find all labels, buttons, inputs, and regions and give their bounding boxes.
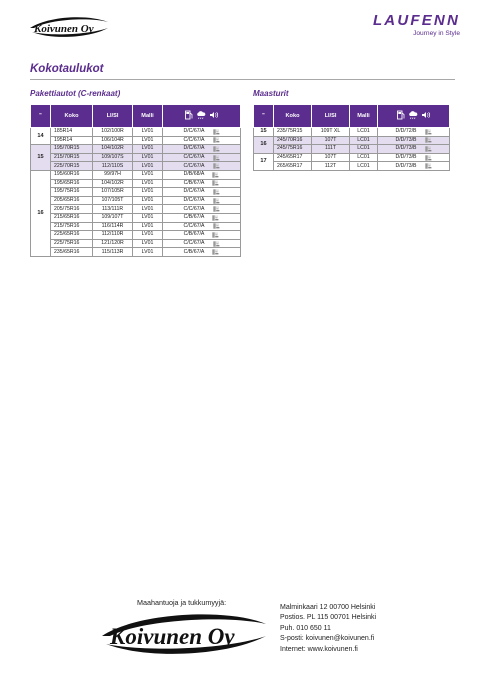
model-cell: LV01 bbox=[133, 222, 163, 231]
eu-label-cell bbox=[163, 231, 241, 240]
size-cell: 195R14 bbox=[51, 136, 93, 145]
load-speed-cell: 107/105T bbox=[93, 196, 133, 205]
load-speed-cell: 107/105R bbox=[93, 188, 133, 197]
eu-label-cell bbox=[163, 213, 241, 222]
laufenn-wordmark: LAUFENN bbox=[372, 12, 460, 29]
model-cell: LV01 bbox=[133, 153, 163, 162]
load-speed-cell: 104/102R bbox=[93, 145, 133, 154]
load-speed-cell: 107T bbox=[312, 136, 350, 145]
load-speed-cell: 109/107T bbox=[93, 213, 133, 222]
size-cell: 235/75R15 bbox=[274, 128, 312, 137]
model-cell: LV01 bbox=[133, 145, 163, 154]
model-cell: LC01 bbox=[350, 145, 378, 154]
size-cell: 225/70R15 bbox=[51, 162, 93, 171]
eu-label-cell bbox=[163, 153, 241, 162]
load-speed-cell: 111T bbox=[312, 145, 350, 154]
section-title-vans: Pakettiautot (C-renkaat) bbox=[30, 89, 121, 98]
table-row bbox=[254, 162, 450, 171]
eu-label-icon bbox=[213, 189, 220, 195]
load-speed-cell: 112/110S bbox=[93, 162, 133, 171]
size-cell: 195/70R15 bbox=[51, 145, 93, 154]
load-speed-cell: 109/107S bbox=[93, 153, 133, 162]
load-speed-cell: 102/100R bbox=[93, 128, 133, 137]
eu-label-value: D/D/73/B bbox=[395, 136, 417, 143]
eu-label-icon bbox=[425, 146, 432, 152]
size-cell: 195/65R16 bbox=[51, 179, 93, 188]
eu-label-value: D/D/73/B bbox=[395, 162, 417, 169]
eu-label-value: D/C/67/A bbox=[183, 197, 205, 204]
eu-label-cell bbox=[163, 145, 241, 154]
eu-label-value: C/B/67/A bbox=[183, 214, 205, 221]
eu-label-value: D/C/67/A bbox=[183, 145, 205, 152]
website-line[interactable]: Internet: www.koivunen.fi bbox=[280, 645, 358, 653]
size-cell: 195/75R16 bbox=[51, 188, 93, 197]
importer-caption: Maahantuoja ja tukkumyyjä: bbox=[137, 598, 227, 607]
model-cell: LC01 bbox=[350, 128, 378, 137]
header-lisi: LI/SI bbox=[93, 105, 133, 128]
eu-label-cell bbox=[163, 170, 241, 179]
fuel-pump-icon bbox=[185, 110, 193, 120]
eu-label-cell bbox=[163, 128, 241, 137]
load-speed-cell: 113/111R bbox=[93, 205, 133, 214]
header-inch: " bbox=[31, 105, 51, 128]
load-speed-cell: 99/97H bbox=[93, 170, 133, 179]
table-row bbox=[31, 231, 241, 240]
table-row bbox=[31, 162, 241, 171]
header-inch: " bbox=[254, 105, 274, 128]
eu-label-value: D/B/68/A bbox=[183, 171, 205, 178]
table-row bbox=[31, 248, 241, 257]
table-row bbox=[31, 136, 241, 145]
header-malli: Malli bbox=[350, 105, 378, 128]
eu-label-cell bbox=[163, 136, 241, 145]
model-cell: LV01 bbox=[133, 188, 163, 197]
eu-label-cell bbox=[378, 162, 450, 171]
table-row bbox=[254, 136, 450, 145]
address-line: Postios. PL 115 00701 Helsinki bbox=[280, 614, 377, 622]
model-cell: LV01 bbox=[133, 128, 163, 137]
model-cell: LV01 bbox=[133, 213, 163, 222]
table-header-row bbox=[254, 105, 450, 128]
title-divider bbox=[30, 79, 455, 80]
model-cell: LV01 bbox=[133, 179, 163, 188]
header-lisi: LI/SI bbox=[312, 105, 350, 128]
koivunen-footer-logo-text: Koivunen Oy bbox=[110, 624, 235, 649]
eu-label-cell bbox=[163, 205, 241, 214]
size-cell: 245/75R16 bbox=[274, 145, 312, 154]
sound-icon bbox=[209, 110, 219, 120]
size-cell: 265/65R17 bbox=[274, 162, 312, 171]
load-speed-cell: 112/110R bbox=[93, 231, 133, 240]
load-speed-cell: 116/114R bbox=[93, 222, 133, 231]
eu-label-value: D/D/73/B bbox=[395, 154, 417, 161]
eu-label-value: D/D/72/B bbox=[395, 128, 417, 135]
model-cell: LC01 bbox=[350, 153, 378, 162]
table-row bbox=[31, 128, 241, 137]
table-row bbox=[31, 179, 241, 188]
load-speed-cell: 121/120R bbox=[93, 239, 133, 248]
eu-label-icon bbox=[425, 163, 432, 169]
eu-label-icon bbox=[212, 172, 219, 178]
eu-label-icon bbox=[425, 137, 432, 143]
eu-label-icon bbox=[425, 129, 432, 135]
table-row bbox=[254, 153, 450, 162]
rain-cloud-icon bbox=[196, 110, 206, 120]
size-cell: 215/75R16 bbox=[51, 222, 93, 231]
model-cell: LV01 bbox=[133, 239, 163, 248]
eu-label-cell bbox=[163, 188, 241, 197]
laufenn-tagline: Journey in Style bbox=[413, 30, 460, 37]
model-cell: LV01 bbox=[133, 205, 163, 214]
eu-label-icon bbox=[212, 215, 219, 221]
eu-label-value: C/C/67/A bbox=[183, 222, 205, 229]
model-cell: LV01 bbox=[133, 162, 163, 171]
koivunen-footer-logo bbox=[98, 608, 270, 660]
eu-label-cell bbox=[378, 136, 450, 145]
rim-size-cell: 16 bbox=[254, 136, 274, 153]
rain-cloud-icon bbox=[408, 110, 418, 120]
table-row bbox=[31, 145, 241, 154]
size-cell: 245/65R17 bbox=[274, 153, 312, 162]
address-line: Malminkaari 12 00700 Helsinki bbox=[280, 604, 376, 611]
eu-label-value: C/B/67/A bbox=[183, 231, 205, 238]
eu-label-icon bbox=[213, 146, 220, 152]
eu-label-value: C/C/67/A bbox=[183, 205, 205, 212]
eu-label-icon bbox=[212, 180, 219, 186]
header-malli: Malli bbox=[133, 105, 163, 128]
eu-label-icon bbox=[213, 155, 220, 161]
header-koko: Koko bbox=[274, 105, 312, 128]
table-row bbox=[31, 205, 241, 214]
load-speed-cell: 115/113R bbox=[93, 248, 133, 257]
size-cell: 245/70R16 bbox=[274, 136, 312, 145]
model-cell: LV01 bbox=[133, 196, 163, 205]
laufenn-logo bbox=[373, 12, 460, 37]
koivunen-logo bbox=[28, 14, 110, 40]
eu-label-value: C/B/67/A bbox=[183, 248, 205, 255]
fuel-pump-icon bbox=[397, 110, 405, 120]
size-cell: 215/70R15 bbox=[51, 153, 93, 162]
size-cell: 235/65R16 bbox=[51, 248, 93, 257]
eu-label-icon bbox=[213, 223, 220, 229]
size-table-suvs bbox=[253, 104, 450, 171]
eu-label-value: C/C/67/A bbox=[183, 240, 205, 247]
eu-label-icon bbox=[213, 206, 220, 212]
table-header-row bbox=[31, 105, 241, 128]
eu-label-value: D/C/67/A bbox=[183, 188, 205, 195]
model-cell: LC01 bbox=[350, 136, 378, 145]
model-cell: LV01 bbox=[133, 170, 163, 179]
eu-label-cell bbox=[378, 153, 450, 162]
eu-label-icon bbox=[213, 241, 220, 247]
eu-label-cell bbox=[163, 222, 241, 231]
header-eu-label-icons bbox=[378, 105, 450, 128]
eu-label-cell bbox=[163, 179, 241, 188]
eu-label-value: D/C/67/A bbox=[183, 128, 205, 135]
eu-label-value: C/C/67/A bbox=[183, 162, 205, 169]
section-title-suvs: Maasturit bbox=[253, 89, 289, 98]
model-cell: LC01 bbox=[350, 162, 378, 171]
eu-label-value: C/C/67/A bbox=[183, 136, 205, 143]
size-table-vans bbox=[30, 104, 241, 257]
eu-label-icon bbox=[212, 249, 219, 255]
model-cell: LV01 bbox=[133, 136, 163, 145]
eu-label-icon bbox=[213, 163, 220, 169]
table-row bbox=[31, 196, 241, 205]
eu-label-icon bbox=[425, 155, 432, 161]
rim-size-cell: 17 bbox=[254, 153, 274, 170]
rim-size-cell: 15 bbox=[31, 145, 51, 171]
eu-label-icon bbox=[212, 232, 219, 238]
eu-label-icon bbox=[213, 129, 220, 135]
table-row bbox=[31, 170, 241, 179]
header-eu-label-icons bbox=[163, 105, 241, 128]
eu-label-cell bbox=[163, 239, 241, 248]
table-row bbox=[31, 222, 241, 231]
table-row bbox=[31, 213, 241, 222]
size-cell: 225/75R16 bbox=[51, 239, 93, 248]
size-cell: 205/75R16 bbox=[51, 205, 93, 214]
email-line[interactable]: S-posti: koivunen@koivunen.fi bbox=[280, 635, 375, 643]
eu-label-cell bbox=[163, 248, 241, 257]
eu-label-icon bbox=[213, 198, 220, 204]
eu-label-value: D/D/73/B bbox=[395, 145, 417, 152]
rim-size-cell: 14 bbox=[31, 128, 51, 145]
load-speed-cell: 106/104R bbox=[93, 136, 133, 145]
sound-icon bbox=[421, 110, 431, 120]
table-row bbox=[31, 153, 241, 162]
size-cell: 205/65R16 bbox=[51, 196, 93, 205]
address-block bbox=[280, 603, 376, 655]
eu-label-value: C/B/67/A bbox=[183, 179, 205, 186]
table-row bbox=[254, 128, 450, 137]
size-cell: 195/60R16 bbox=[51, 170, 93, 179]
rim-size-cell: 16 bbox=[31, 170, 51, 256]
model-cell: LV01 bbox=[133, 231, 163, 240]
size-cell: 185R14 bbox=[51, 128, 93, 137]
load-speed-cell: 112T bbox=[312, 162, 350, 171]
phone-line: Puh. 010 650 11 bbox=[280, 624, 331, 632]
size-cell: 215/65R16 bbox=[51, 213, 93, 222]
table-row bbox=[31, 188, 241, 197]
rim-size-cell: 15 bbox=[254, 128, 274, 137]
size-cell: 225/65R16 bbox=[51, 231, 93, 240]
header-koko: Koko bbox=[51, 105, 93, 128]
eu-label-cell bbox=[163, 196, 241, 205]
koivunen-logo-text: Koivunen Oy bbox=[34, 23, 94, 35]
eu-label-value: C/C/67/A bbox=[183, 154, 205, 161]
eu-label-cell bbox=[163, 162, 241, 171]
page-title: Kokotaulukot bbox=[30, 63, 104, 75]
load-speed-cell: 107T bbox=[312, 153, 350, 162]
eu-label-icon bbox=[213, 137, 220, 143]
load-speed-cell: 109T XL bbox=[312, 128, 350, 137]
eu-label-cell bbox=[378, 145, 450, 154]
model-cell: LV01 bbox=[133, 248, 163, 257]
table-row bbox=[254, 145, 450, 154]
load-speed-cell: 104/102R bbox=[93, 179, 133, 188]
table-row bbox=[31, 239, 241, 248]
eu-label-cell bbox=[378, 128, 450, 137]
